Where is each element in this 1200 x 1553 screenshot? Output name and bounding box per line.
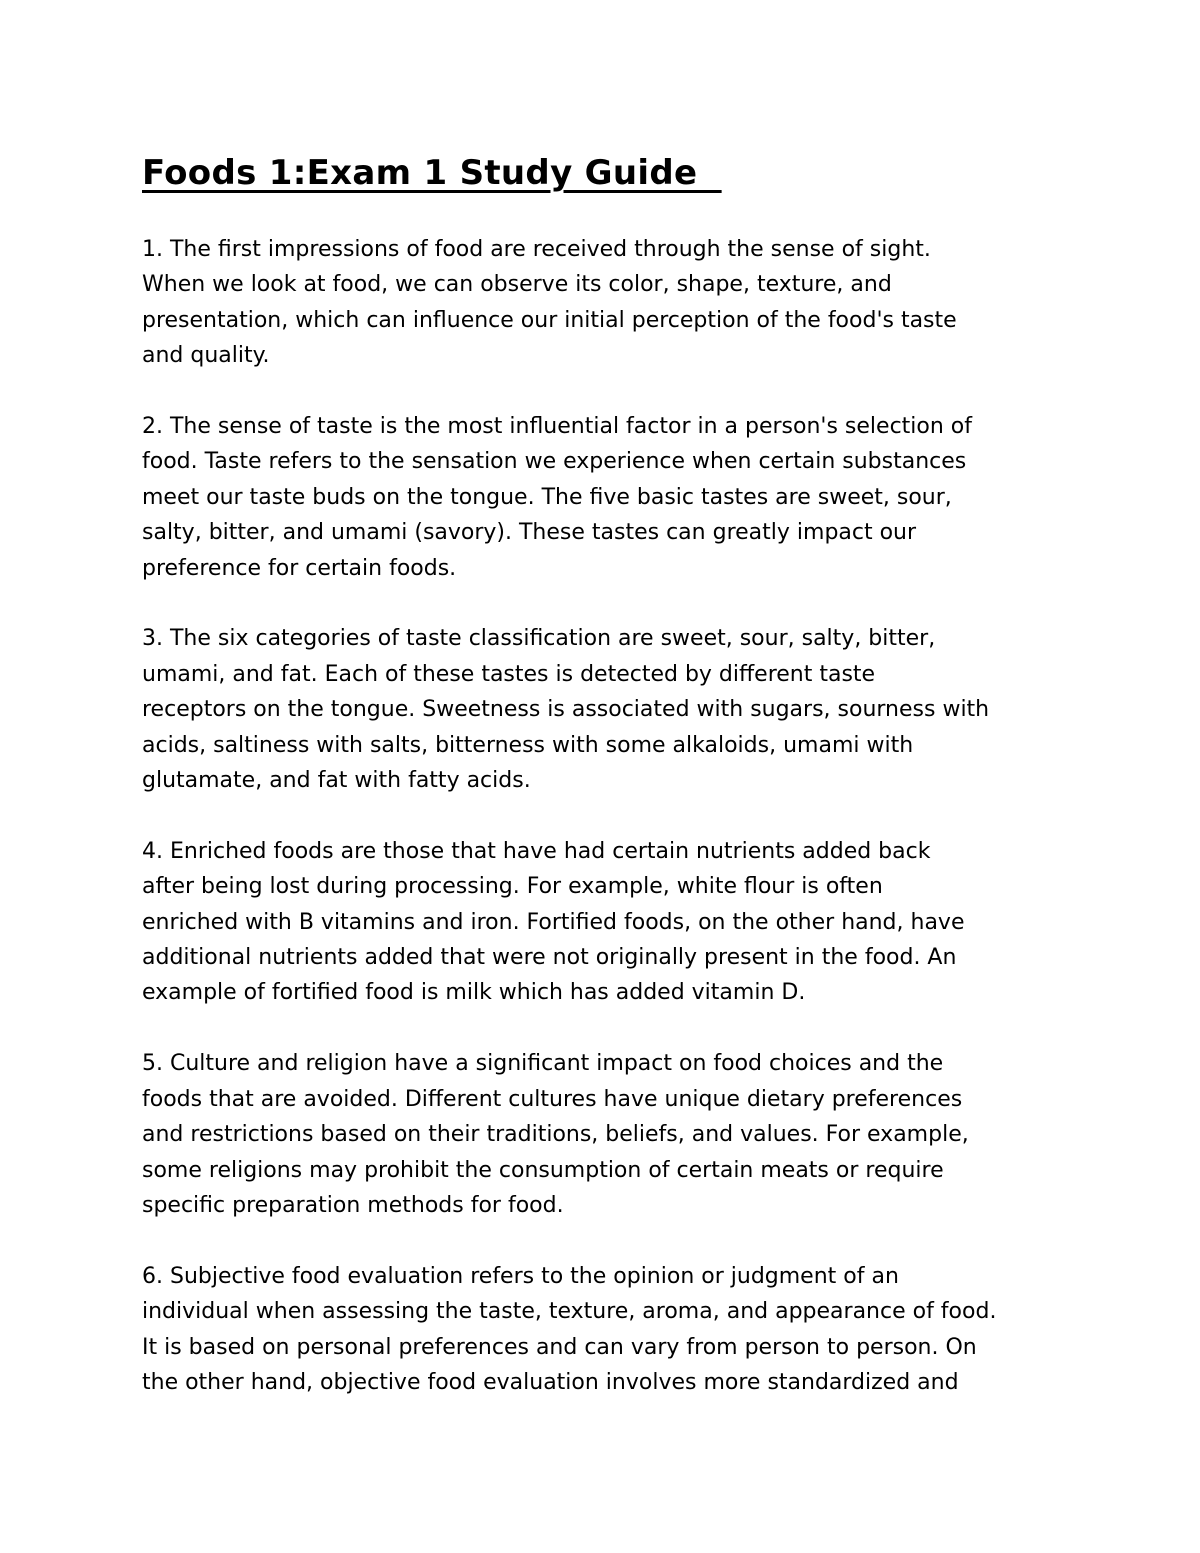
document-body xyxy=(142,232,1062,1436)
paragraph-1: 1. The first impressions of food are received through the sense of sight. When we look at food, we can observe its color, shape, texture, and presentation, which can influence our initial perception of the food's taste and quality. xyxy=(142,237,957,369)
paragraph-5: 5. Culture and religion have a significant impact on food choices and the foods that are avoided. Different cultures have unique dietary preferences and restrictions based on their traditions, beliefs, and values. For example, some religions may prohibit the consumption of certain meats or require specific preparation methods for food. xyxy=(142,1051,969,1218)
document-title: Foods 1:Exam 1 Study Guide xyxy=(142,153,722,193)
paragraph-2: 2. The sense of taste is the most influential factor in a person's selection of food. Taste refers to the sensation we experience when certain substances meet our taste buds on the tongue. The five basic tastes are sweet, sour, salty, bitter, and umami (savory). These tastes can greatly impact our preference for certain foods. xyxy=(142,414,973,581)
paragraph-4: 4. Enriched foods are those that have had certain nutrients added back after being lost during processing. For example, white flour is often enriched with B vitamins and iron. Fortified foods, on the other hand, have additional nutrients added that were not originally present in the food. An example of fortified food is milk which has added vitamin D. xyxy=(142,838,965,1006)
paragraph-3: 3. The six categories of taste classification are sweet, sour, salty, bitter, umami, and fat. Each of these tastes is detected by different taste receptors on the tongue. Sweetness is associated with sugars, sourness with acids, saltiness with salts, bitterness with some alkaloids, umami with glutamate, and fat with fatty acids. xyxy=(142,626,990,794)
paragraph-6: 6. Subjective food evaluation refers to the opinion or judgment of an individual when assessing the taste, texture, aroma, and appearance of food. It is based on personal preferences and can vary from person to person. On the other hand, objective food evaluation involves more standardized and xyxy=(142,1263,997,1395)
